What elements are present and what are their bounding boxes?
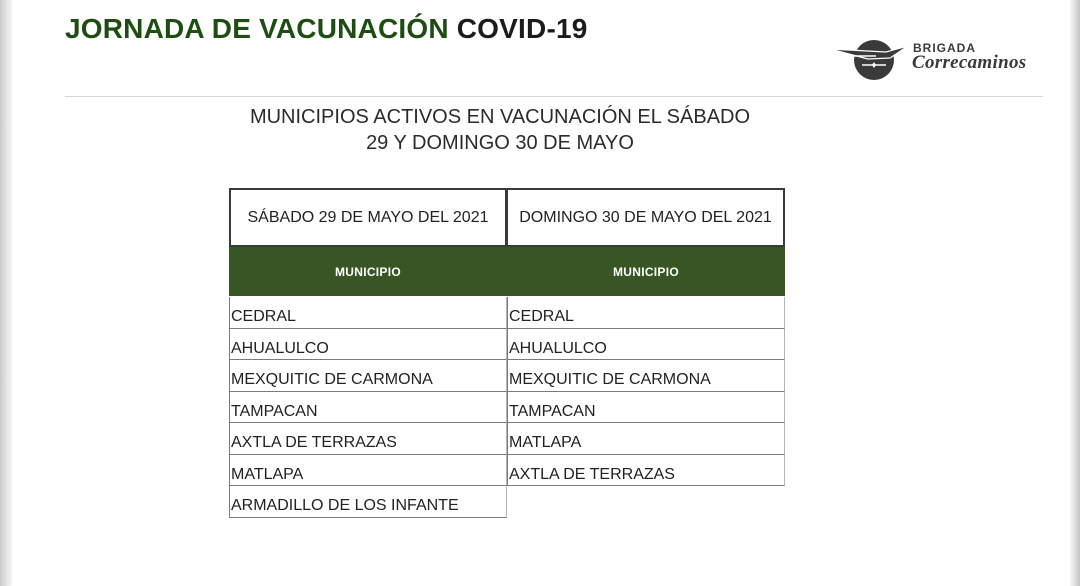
saturday-municipio-header: MUNICIPIO [229,247,507,296]
saturday-municipio-list [229,297,507,518]
table-row: TAMPACAN [507,392,785,424]
table-row: AXTLA DE TERRAZAS [507,455,785,487]
table-row: TAMPACAN [229,392,507,424]
saturday-date-header: SÁBADO 29 DE MAYO DEL 2021 [229,188,507,247]
logo-text-correcaminos: Correcaminos [912,52,1027,73]
table-row: AXTLA DE TERRAZAS [229,423,507,455]
header-divider [65,96,1043,97]
table-row: MEXQUITIC DE CARMONA [507,360,785,392]
table-row: AHUALULCO [507,329,785,361]
sunday-date-header: DOMINGO 30 DE MAYO DEL 2021 [507,188,785,247]
brigada-correcaminos-logo [828,32,1043,84]
table-row: ARMADILLO DE LOS INFANTE [229,486,507,518]
screen-frame-left [0,0,12,586]
subtitle-line-1: MUNICIPIOS ACTIVOS EN VACUNACIÓN EL SÁBADO [249,106,751,128]
screen-frame-right [1070,0,1080,586]
subtitle-line-2: 29 Y DOMINGO 30 DE MAYO [366,132,634,154]
page-title-covid: COVID-19 [456,13,588,44]
sunday-municipio-list [507,297,785,486]
sunday-municipio-header: MUNICIPIO [507,247,785,296]
table-row: CEDRAL [229,297,507,329]
page-title [65,13,588,45]
saturday-column [229,188,507,518]
table-row: CEDRAL [507,297,785,329]
roadrunner-logo-icon [828,32,912,84]
table-row: AHUALULCO [229,329,507,361]
table-row: MEXQUITIC DE CARMONA [229,360,507,392]
subtitle [200,104,800,156]
sunday-column [507,188,785,486]
table-row: MATLAPA [229,455,507,487]
logo-text-brigada: BRIGADA [913,41,976,55]
table-row: MATLAPA [507,423,785,455]
page-title-main: JORNADA DE VACUNACIÓN [65,13,449,44]
